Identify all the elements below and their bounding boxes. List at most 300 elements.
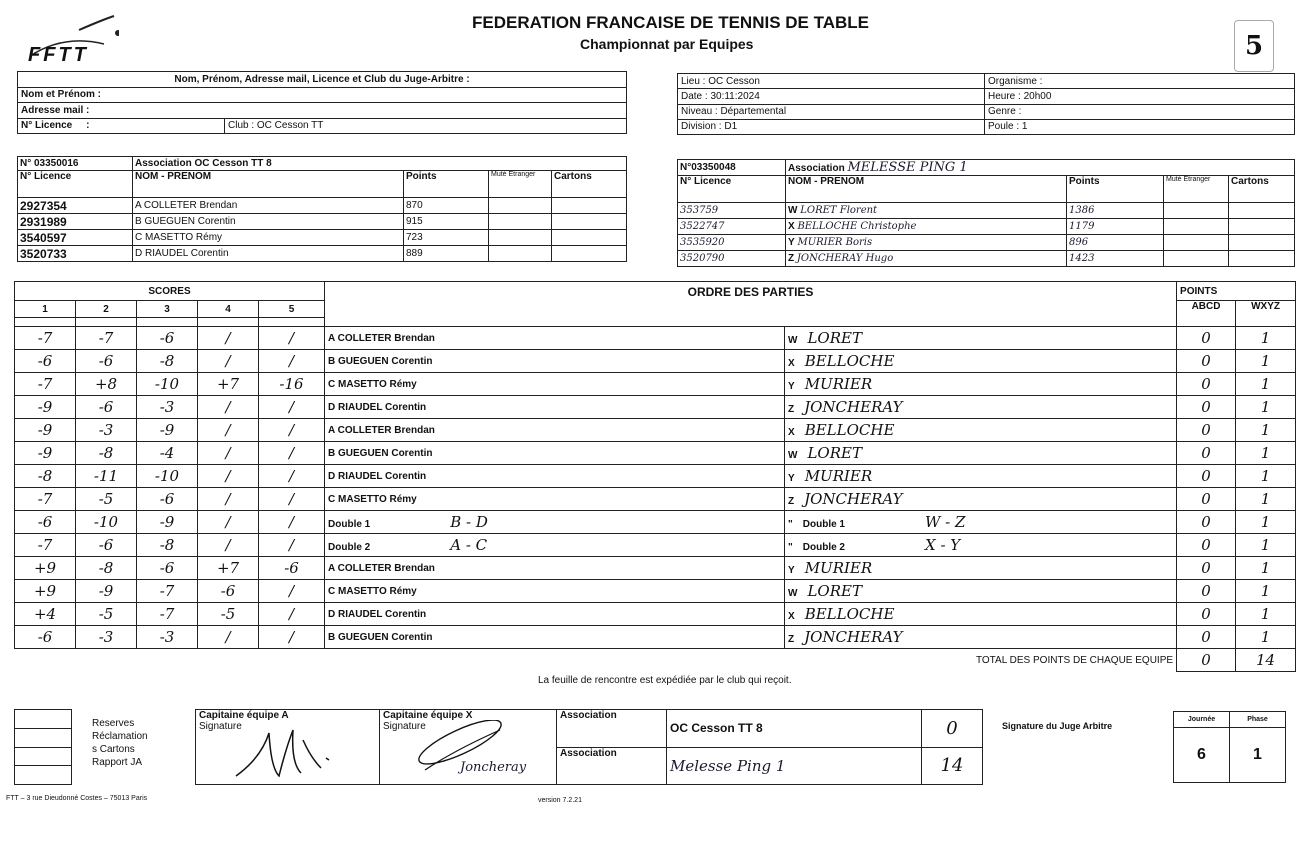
team-a-licence: 2927354 (18, 198, 133, 214)
abcd-point: 0 (1177, 580, 1236, 603)
right-player-letter: Z (788, 634, 795, 645)
set-score: -7 (137, 603, 198, 626)
left-player-name: C MASETTO Rémy (328, 378, 417, 390)
set-score: / (259, 511, 325, 534)
match-genre: Genre : (985, 104, 1295, 119)
totals-label: TOTAL DES POINTS DE CHAQUE EQUIPE (15, 649, 1177, 672)
set-score: -3 (76, 626, 137, 649)
abcd-point: 0 (1177, 534, 1236, 557)
match-poule: Poule : 1 (985, 119, 1295, 134)
game-left-player (325, 626, 785, 649)
set-score: -8 (76, 442, 137, 465)
wxyz-point: 1 (1236, 580, 1296, 603)
left-player-name: D RIAUDEL Corentin (328, 470, 427, 482)
right-player-name: MURIER (804, 375, 873, 393)
reserves-box (14, 709, 72, 785)
team-x-points: 1179 (1067, 219, 1164, 235)
right-player-name: MURIER (804, 559, 873, 577)
games-table (14, 281, 1296, 672)
set-score: -8 (76, 557, 137, 580)
team-x-points: 1423 (1067, 251, 1164, 267)
set-score: -16 (259, 373, 325, 396)
set-score: -7 (15, 327, 76, 350)
right-player-letter: Z (788, 496, 795, 507)
team-a-points: 915 (404, 214, 489, 230)
reserves-label: Reserves (92, 718, 135, 729)
wxyz-point: 1 (1236, 396, 1296, 419)
team-x-licence: 3535920 (678, 235, 786, 251)
team-x-licence: 3522747 (678, 219, 786, 235)
team-a-player: D RIAUDEL Corentin (133, 246, 404, 262)
set-score: / (259, 419, 325, 442)
assoc-x-score: 14 (922, 747, 983, 785)
set-score: / (198, 534, 259, 557)
right-player-letter: X (788, 427, 795, 438)
set-score: -6 (15, 626, 76, 649)
match-organisme: Organisme : (985, 74, 1295, 89)
game-left-player (325, 442, 785, 465)
page-subtitle: Championnat par Equipes (580, 36, 754, 52)
right-player-name: BELLOCHE (804, 605, 895, 623)
order-title: ORDRE DES PARTIES (325, 282, 1177, 327)
game-left-player (325, 419, 785, 442)
game-row (15, 534, 1296, 557)
set-header: 4 (198, 301, 259, 318)
set-score: -6 (76, 396, 137, 419)
game-left-player (325, 327, 785, 350)
set-score: / (259, 603, 325, 626)
set-score: -7 (15, 373, 76, 396)
team-a-row (18, 230, 627, 246)
set-score: / (259, 350, 325, 373)
set-score: -10 (137, 465, 198, 488)
team-x-row (678, 235, 1295, 251)
game-left-player (325, 557, 785, 580)
set-score: +4 (15, 603, 76, 626)
set-score: -10 (76, 511, 137, 534)
set-score: +7 (198, 373, 259, 396)
journee-label: Journée (1174, 712, 1230, 728)
abcd-point: 0 (1177, 488, 1236, 511)
team-x-letter: X (788, 221, 795, 232)
right-double-pair: W - Z (925, 513, 966, 531)
set-score: / (198, 396, 259, 419)
wxyz-point: 1 (1236, 626, 1296, 649)
team-x-header-cartons: Cartons (1229, 176, 1295, 203)
left-player-name: C MASETTO Rémy (328, 493, 417, 505)
team-x-player: LORET Florent (800, 205, 878, 216)
right-player-name: Double 2 (802, 542, 845, 553)
game-right-player (785, 465, 1177, 488)
game-row (15, 442, 1296, 465)
team-a-points: 723 (404, 230, 489, 246)
game-left-player (325, 534, 785, 557)
left-player-name: D RIAUDEL Corentin (328, 608, 427, 620)
set-score: -6 (15, 350, 76, 373)
points-title: POINTS (1177, 282, 1296, 301)
right-player-letter: X (788, 611, 795, 622)
set-score: -8 (137, 350, 198, 373)
left-player-name: B GUEGUEN Corentin (328, 355, 433, 367)
assoc-x-name: Melesse Ping 1 (667, 747, 922, 785)
abcd-point: 0 (1177, 419, 1236, 442)
set-score: -3 (137, 626, 198, 649)
set-score: / (259, 396, 325, 419)
team-a-header-cartons: Cartons (552, 171, 627, 198)
game-right-player (785, 534, 1177, 557)
match-division: Division : D1 (678, 119, 985, 134)
referee-table (17, 71, 627, 134)
rapport-label: Rapport JA (92, 757, 143, 768)
left-player-name: B GUEGUEN Corentin (328, 631, 433, 643)
team-a-header-points: Points (404, 171, 489, 198)
right-player-name: LORET (807, 444, 862, 462)
signature-table (195, 709, 983, 785)
team-a-licence: 3540597 (18, 230, 133, 246)
game-right-player (785, 396, 1177, 419)
team-x-header-licence: N° Licence (678, 176, 786, 203)
game-row (15, 580, 1296, 603)
right-player-name: BELLOCHE (804, 421, 895, 439)
right-player-letter: " (788, 519, 793, 530)
team-x-player: JONCHERAY Hugo (796, 253, 894, 264)
match-heure: Heure : 20h00 (985, 89, 1295, 104)
set-score: -6 (137, 327, 198, 350)
left-player-name: B GUEGUEN Corentin (328, 447, 433, 459)
wxyz-point: 1 (1236, 511, 1296, 534)
set-score: -6 (76, 350, 137, 373)
team-x-letter: W (788, 205, 798, 216)
wxyz-point: 1 (1236, 327, 1296, 350)
right-player-name: BELLOCHE (804, 352, 895, 370)
set-score: -8 (15, 465, 76, 488)
total-abcd: 0 (1177, 649, 1236, 672)
set-score: -7 (15, 488, 76, 511)
game-row (15, 488, 1296, 511)
abcd-header: ABCD (1177, 301, 1236, 327)
wxyz-header: WXYZ (1236, 301, 1296, 327)
left-player-name: A COLLETER Brendan (328, 424, 435, 436)
journee-value: 6 (1174, 728, 1230, 783)
referee-email-label: Adresse mail : (18, 103, 627, 119)
game-left-player (325, 373, 785, 396)
left-player-name: Double 1 (328, 519, 371, 530)
right-player-name: JONCHERAY (804, 490, 903, 508)
left-player-name: A COLLETER Brendan (328, 562, 435, 574)
team-a-row (18, 214, 627, 230)
team-x-row (678, 203, 1295, 219)
team-x-player: BELLOCHE Christophe (797, 221, 917, 232)
right-player-name: JONCHERAY (804, 398, 903, 416)
fftt-logo (24, 14, 119, 64)
set-score: -6 (259, 557, 325, 580)
left-player-name: Double 2 (328, 542, 371, 553)
left-player-name: C MASETTO Rémy (328, 585, 417, 597)
left-player-name: A COLLETER Brendan (328, 332, 435, 344)
match-date: Date : 30:11:2024 (678, 89, 985, 104)
right-player-name: Double 1 (802, 519, 845, 530)
set-score: -9 (15, 419, 76, 442)
game-left-player (325, 350, 785, 373)
set-score: / (259, 442, 325, 465)
set-score: -5 (76, 488, 137, 511)
team-a-number: N° 03350016 (18, 157, 133, 171)
set-score: / (259, 327, 325, 350)
right-player-letter: Z (788, 404, 795, 415)
game-row (15, 396, 1296, 419)
set-score: +8 (76, 373, 137, 396)
game-right-player (785, 557, 1177, 580)
phase-label: Phase (1230, 712, 1286, 728)
wxyz-point: 1 (1236, 603, 1296, 626)
right-player-letter: W (788, 335, 798, 346)
team-x-letter: Z (788, 253, 795, 264)
reserves-labels (92, 717, 148, 769)
set-score: -10 (137, 373, 198, 396)
set-header: 5 (259, 301, 325, 318)
set-score: / (259, 580, 325, 603)
set-score: -9 (15, 442, 76, 465)
game-left-player (325, 603, 785, 626)
game-right-player (785, 373, 1177, 396)
captain-a-signature-icon (231, 728, 351, 783)
referee-name-label: Nom et Prénom : (18, 87, 627, 103)
team-a-licence: 3520733 (18, 246, 133, 262)
reclamation-label: Réclamation (92, 731, 148, 742)
team-a-player: A COLLETER Brendan (133, 198, 404, 214)
game-row (15, 373, 1296, 396)
team-x-header-mute: Muté Etranger (1164, 176, 1229, 203)
team-a-player: C MASETTO Rémy (133, 230, 404, 246)
right-player-letter: Y (788, 381, 795, 392)
team-x-header-points: Points (1067, 176, 1164, 203)
game-left-player (325, 511, 785, 534)
scores-title: SCORES (15, 282, 325, 301)
game-right-player (785, 626, 1177, 649)
game-left-player (325, 580, 785, 603)
set-header: 3 (137, 301, 198, 318)
set-score: / (259, 488, 325, 511)
set-score: -7 (76, 327, 137, 350)
abcd-point: 0 (1177, 396, 1236, 419)
referee-licence-label: N° Licence : (18, 118, 225, 134)
team-a-header-name: NOM - PRENOM (133, 171, 404, 198)
set-header: 2 (76, 301, 137, 318)
abcd-point: 0 (1177, 465, 1236, 488)
team-a-table (17, 156, 627, 262)
set-score: +7 (198, 557, 259, 580)
team-x-row (678, 251, 1295, 267)
set-score: -7 (15, 534, 76, 557)
form-version: version 7.2.21 (538, 797, 582, 804)
set-score: / (259, 626, 325, 649)
set-score: -6 (198, 580, 259, 603)
game-right-player (785, 350, 1177, 373)
team-a-points: 870 (404, 198, 489, 214)
wxyz-point: 1 (1236, 557, 1296, 580)
wxyz-point: 1 (1236, 534, 1296, 557)
set-score: -8 (137, 534, 198, 557)
referee-signature-label: Signature du Juge Arbitre (1002, 721, 1113, 731)
wxyz-point: 1 (1236, 465, 1296, 488)
game-right-player (785, 488, 1177, 511)
abcd-point: 0 (1177, 350, 1236, 373)
game-row (15, 465, 1296, 488)
cartons-label: s Cartons (92, 744, 135, 755)
team-a-player: B GUEGUEN Corentin (133, 214, 404, 230)
captain-a-signature-label: Signature (199, 721, 242, 732)
set-score: -6 (15, 511, 76, 534)
set-score: -6 (76, 534, 137, 557)
set-score: / (198, 419, 259, 442)
set-score: / (259, 465, 325, 488)
assoc-a-score: 0 (922, 710, 983, 748)
set-score: -5 (198, 603, 259, 626)
right-player-letter: Y (788, 473, 795, 484)
set-score: / (198, 488, 259, 511)
right-player-name: JONCHERAY (804, 628, 903, 646)
right-player-letter: W (788, 588, 798, 599)
abcd-point: 0 (1177, 442, 1236, 465)
set-score: / (198, 327, 259, 350)
team-a-row (18, 198, 627, 214)
phase-value: 1 (1230, 728, 1286, 783)
team-x-association-label: Association (788, 163, 845, 174)
team-x-licence: 3520790 (678, 251, 786, 267)
set-score: / (198, 350, 259, 373)
abcd-point: 0 (1177, 603, 1236, 626)
team-x-points: 1386 (1067, 203, 1164, 219)
left-player-name: D RIAUDEL Corentin (328, 401, 427, 413)
captain-x-name: Joncheray (460, 760, 527, 775)
team-a-association: Association OC Cesson TT 8 (133, 157, 627, 171)
game-row (15, 327, 1296, 350)
game-row (15, 511, 1296, 534)
team-x-licence: 353759 (678, 203, 786, 219)
wxyz-point: 1 (1236, 442, 1296, 465)
total-wxyz: 14 (1236, 649, 1296, 672)
set-score: / (259, 534, 325, 557)
set-score: -9 (137, 511, 198, 534)
game-row (15, 419, 1296, 442)
game-right-player (785, 442, 1177, 465)
right-player-letter: X (788, 358, 795, 369)
team-a-header-mute: Muté Etranger (489, 171, 552, 198)
set-score: / (198, 511, 259, 534)
wxyz-point: 1 (1236, 350, 1296, 373)
game-right-player (785, 580, 1177, 603)
set-score: +9 (15, 580, 76, 603)
match-lieu: Lieu : OC Cesson (678, 74, 985, 89)
captain-x-signature-label: Signature (383, 721, 426, 732)
right-player-letter: " (788, 542, 793, 553)
left-double-pair: B - D (450, 513, 488, 531)
abcd-point: 0 (1177, 327, 1236, 350)
referee-heading: Nom, Prénom, Adresse mail, Licence et Club du Juge-Arbitre : (18, 72, 627, 88)
right-player-name: LORET (807, 329, 862, 347)
left-double-pair: A - C (450, 536, 488, 554)
wxyz-point: 1 (1236, 488, 1296, 511)
team-a-points: 889 (404, 246, 489, 262)
team-x-letter: Y (788, 237, 795, 248)
set-header: 1 (15, 301, 76, 318)
game-left-player (325, 396, 785, 419)
set-score: +9 (15, 557, 76, 580)
set-score: -11 (76, 465, 137, 488)
team-x-number: N°03350048 (678, 160, 786, 176)
game-left-player (325, 488, 785, 511)
game-row (15, 557, 1296, 580)
game-right-player (785, 511, 1177, 534)
assoc-a-name: OC Cesson TT 8 (667, 710, 922, 748)
game-row (15, 626, 1296, 649)
game-row (15, 603, 1296, 626)
set-score: -4 (137, 442, 198, 465)
game-right-player (785, 603, 1177, 626)
set-score: -7 (137, 580, 198, 603)
abcd-point: 0 (1177, 511, 1236, 534)
set-score: -5 (76, 603, 137, 626)
game-right-player (785, 327, 1177, 350)
referee-club: Club : OC Cesson TT (225, 118, 627, 134)
assoc-x-label: Association (557, 747, 667, 785)
game-row (15, 350, 1296, 373)
wxyz-point: 1 (1236, 419, 1296, 442)
right-player-name: LORET (807, 582, 862, 600)
page-title: FEDERATION FRANCAISE DE TENNIS DE TABLE (472, 13, 869, 32)
wxyz-point: 1 (1236, 373, 1296, 396)
fftt-badge (1234, 20, 1274, 72)
set-score: -6 (137, 557, 198, 580)
set-score: -3 (137, 396, 198, 419)
set-score: -3 (76, 419, 137, 442)
assoc-a-label: Association (557, 710, 667, 748)
totals-row (15, 649, 1296, 672)
logo-text: FFTT (28, 44, 89, 66)
game-left-player (325, 465, 785, 488)
game-right-player (785, 419, 1177, 442)
team-a-licence: 2931989 (18, 214, 133, 230)
set-score: / (198, 465, 259, 488)
abcd-point: 0 (1177, 557, 1236, 580)
set-score: -9 (15, 396, 76, 419)
right-double-pair: X - Y (925, 536, 961, 554)
captain-a-label: Capitaine équipe A (199, 710, 289, 721)
set-score: -6 (137, 488, 198, 511)
right-player-letter: W (788, 450, 798, 461)
team-x-association: MELESSE PING 1 (847, 160, 968, 175)
journee-phase-table (1173, 711, 1286, 783)
federation-address: FTT – 3 rue Dieudonné Costes – 75013 Paris (6, 795, 148, 802)
team-a-row (18, 246, 627, 262)
team-x-header-name: NOM - PRENOM (786, 176, 1067, 203)
abcd-point: 0 (1177, 626, 1236, 649)
right-player-letter: Y (788, 565, 795, 576)
team-a-header-licence: N° Licence (18, 171, 133, 198)
team-x-points: 896 (1067, 235, 1164, 251)
team-x-row (678, 219, 1295, 235)
team-x-player: MURIER Boris (797, 237, 873, 248)
set-score: -9 (137, 419, 198, 442)
match-niveau: Niveau : Départemental (678, 104, 985, 119)
set-score: / (198, 626, 259, 649)
match-info-table (677, 73, 1295, 135)
captain-x-label: Capitaine équipe X (383, 710, 473, 721)
right-player-name: MURIER (804, 467, 873, 485)
badge-number: 5 (1244, 31, 1264, 61)
team-x-table (677, 159, 1295, 267)
abcd-point: 0 (1177, 373, 1236, 396)
